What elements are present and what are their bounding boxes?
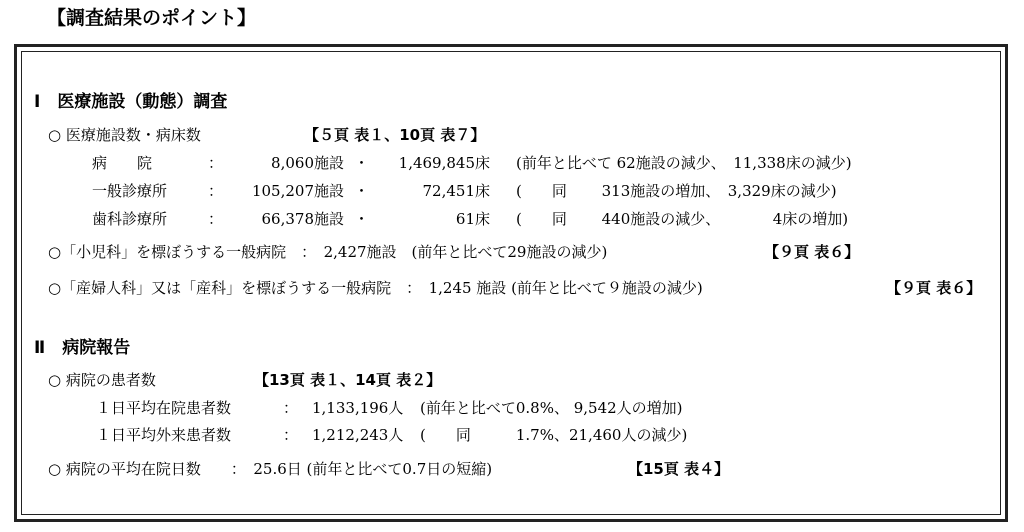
- obstetrics-ref: 【９頁 表６】: [886, 279, 982, 297]
- row-comparison: ( 同 1.7%、21,460人の減少): [420, 426, 688, 444]
- pediatrics-ref: 【９頁 表６】: [764, 243, 860, 261]
- avg-stay-line: ○ 病院の平均在院日数 ： 25.6日 (前年と比べて0.7日の短縮): [48, 460, 493, 478]
- pediatrics-line: ○「小児科」を標ぼうする一般病院 ： 2,427施設 (前年と比べて29施設の減少): [48, 243, 608, 261]
- section-1-heading: Ⅰ 医療施設（動態）調査: [34, 92, 228, 112]
- row-beds: 61床: [455, 210, 490, 228]
- row-colon: ：: [283, 426, 299, 444]
- row-name: 歯科診療所: [92, 210, 168, 228]
- row-value: 1,133,196人: [312, 399, 404, 417]
- row-comparison: (前年と比べて 62施設の減少、 11,338床の減少): [516, 154, 852, 172]
- page-title: 【調査結果のポイント】: [47, 7, 257, 29]
- row-name: 病 院: [92, 154, 153, 172]
- row-name: １日平均外来患者数: [96, 426, 232, 444]
- facility-count-label: ○ 医療施設数・病床数: [48, 126, 201, 144]
- row-comparison: ( 同 440施設の減少、 4床の増加): [516, 210, 849, 228]
- row-beds: 72,451床: [422, 182, 490, 200]
- row-facilities: 105,207施設: [251, 182, 344, 200]
- row-name: １日平均在院患者数: [96, 399, 232, 417]
- row-dot: ・: [354, 182, 370, 200]
- row-value: 1,212,243人: [312, 426, 404, 444]
- patients-label: ○ 病院の患者数: [48, 371, 156, 389]
- facility-count-ref: 【５頁 表１、10頁 表７】: [304, 126, 486, 144]
- row-dot: ・: [354, 210, 370, 228]
- row-colon: ：: [283, 399, 299, 417]
- avg-stay-ref: 【15頁 表４】: [628, 460, 730, 478]
- row-colon: ：: [208, 210, 224, 228]
- patients-ref: 【13頁 表１、14頁 表２】: [254, 371, 442, 389]
- row-colon: ：: [208, 182, 224, 200]
- row-comparison: ( 同 313施設の増加、 3,329床の減少): [516, 182, 837, 200]
- row-dot: ・: [354, 154, 370, 172]
- row-facilities: 66,378施設: [261, 210, 344, 228]
- row-beds: 1,469,845床: [398, 154, 490, 172]
- row-comparison: (前年と比べて0.8%、 9,542人の増加): [420, 399, 683, 417]
- row-name: 一般診療所: [92, 182, 168, 200]
- row-facilities: 8,060施設: [271, 154, 344, 172]
- section-2-heading: Ⅱ 病院報告: [34, 338, 131, 358]
- row-colon: ：: [208, 154, 224, 172]
- obstetrics-line: ○「産婦人科」又は「産科」を標ぼうする一般病院 ： 1,245 施設 (前年と比べて９施設の減少): [48, 279, 703, 297]
